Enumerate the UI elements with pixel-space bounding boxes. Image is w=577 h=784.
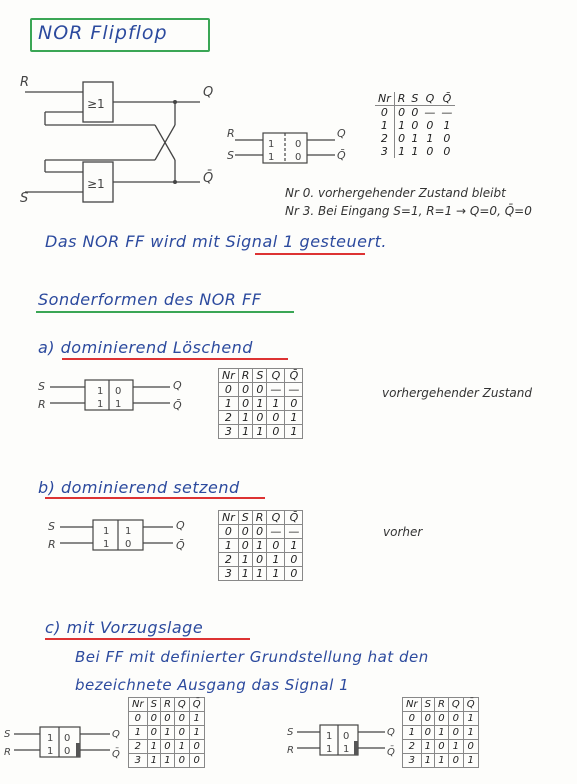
table-row: 1 1 0 0 1 <box>375 119 455 132</box>
gate1-label: ≥1 <box>87 97 105 111</box>
table-row: 2 1 0 0 1 <box>219 411 303 425</box>
table-row: 2 1 0 1 0 <box>403 740 479 754</box>
table-row: 3 1 1 0 1 <box>403 754 479 768</box>
section-c-label: c) mit Vorzugslage <box>45 618 204 637</box>
section-c-underline <box>45 638 250 640</box>
output-q-label: Q <box>203 85 214 100</box>
svg-text:R: R <box>38 398 46 411</box>
ff-symbol-a <box>35 375 205 415</box>
svg-text:Q: Q <box>387 727 395 738</box>
table-row: 0 0 0 — — <box>375 106 455 120</box>
svg-text:1: 1 <box>268 139 275 150</box>
svg-text:1: 1 <box>97 386 104 397</box>
table-header-row: Nr S R Q Q̄ <box>403 698 479 712</box>
table-row: 1 0 1 0 1 <box>403 726 479 740</box>
truth-table-c-right <box>402 697 479 768</box>
table-row: 0 0 0 0 1 <box>129 712 205 726</box>
table-row: 3 1 1 0 0 <box>375 145 455 158</box>
svg-text:1: 1 <box>326 744 333 755</box>
svg-text:1: 1 <box>103 526 110 537</box>
svg-text:1: 1 <box>268 152 275 163</box>
ff-symbol-c-right <box>285 720 403 760</box>
table-row: 0 0 0 0 1 <box>403 712 479 726</box>
statement-underline <box>255 253 365 255</box>
section-b-label: b) dominierend setzend <box>38 478 240 497</box>
sonderformen-heading: Sonderformen des NOR FF <box>38 290 262 309</box>
table-row: 2 1 0 1 0 <box>129 740 205 754</box>
section-a-note: vorhergehender Zustand <box>382 386 532 400</box>
section-c-text-line1: Bei FF mit definierter Grundstellung hat den <box>75 648 429 666</box>
note-nr3: Nr 3. Bei Eingang S=1, R=1 → Q=0, Q̄=0 <box>285 204 532 218</box>
svg-text:0: 0 <box>125 539 132 550</box>
table-row: 0 0 0 — — <box>219 525 303 539</box>
svg-text:S: S <box>4 729 11 740</box>
truth-table-main <box>375 92 455 158</box>
svg-text:Q: Q <box>112 729 120 740</box>
ff-symbol-c-left <box>2 722 127 762</box>
table-row: 3 1 1 0 1 <box>219 425 303 439</box>
table-row: 1 0 1 0 1 <box>129 726 205 740</box>
svg-text:0: 0 <box>343 731 350 742</box>
table-row: 3 1 1 0 0 <box>129 754 205 768</box>
output-qbar-label: Q̄ <box>203 171 214 186</box>
svg-text:1: 1 <box>97 399 104 410</box>
table-row: 1 0 1 1 0 <box>219 397 303 411</box>
svg-text:S: S <box>227 149 234 162</box>
svg-text:S: S <box>38 380 45 393</box>
svg-text:Q̄: Q̄ <box>176 539 185 552</box>
svg-text:Q̄: Q̄ <box>337 149 346 162</box>
truth-table-c-left <box>128 697 205 768</box>
table-header-row: Nr S R Q Q̄ <box>219 511 303 525</box>
input-r-label: R <box>20 75 30 90</box>
truth-table-b <box>218 510 303 581</box>
svg-text:1: 1 <box>47 733 54 744</box>
table-header-row: Nr S R Q Q̄ <box>129 698 205 712</box>
section-c-text-line2: bezeichnete Ausgang das Signal 1 <box>75 676 350 694</box>
note-nr0: Nr 0. vorhergehender Zustand bleibt <box>285 186 506 200</box>
svg-text:0: 0 <box>115 386 122 397</box>
table-row: 0 0 0 — — <box>219 383 303 397</box>
section-b-underline <box>45 497 265 499</box>
input-s-label: S <box>20 191 29 206</box>
table-header-row: Nr R S Q Q̄ <box>375 92 455 106</box>
table-header-row: Nr R S Q Q̄ <box>219 369 303 383</box>
gate2-label: ≥1 <box>87 177 105 191</box>
truth-table-a <box>218 368 303 439</box>
svg-text:R: R <box>227 127 235 140</box>
table-row: 2 0 1 1 0 <box>375 132 455 145</box>
svg-text:1: 1 <box>125 526 132 537</box>
svg-text:1: 1 <box>103 539 110 550</box>
svg-text:Q: Q <box>337 127 346 140</box>
table-row: 3 1 1 1 0 <box>219 567 303 581</box>
table-row: 2 1 0 1 0 <box>219 553 303 567</box>
table-row: 1 0 1 0 1 <box>219 539 303 553</box>
svg-text:Q̄: Q̄ <box>173 399 182 412</box>
svg-text:1: 1 <box>326 731 333 742</box>
ff-symbol-b <box>45 515 205 555</box>
svg-text:S: S <box>48 520 55 533</box>
svg-text:Q̄: Q̄ <box>112 749 120 760</box>
svg-text:R: R <box>48 538 56 551</box>
svg-text:Q: Q <box>176 519 185 532</box>
nor-flipflop-circuit <box>15 70 225 210</box>
ff-symbol-main <box>225 125 355 170</box>
svg-text:Q: Q <box>173 379 182 392</box>
page-title: NOR Flipflop <box>38 22 168 44</box>
svg-text:0: 0 <box>64 746 71 757</box>
svg-text:0: 0 <box>295 139 302 150</box>
section-b-note: vorher <box>383 525 423 539</box>
svg-text:1: 1 <box>115 399 122 410</box>
svg-text:S: S <box>287 727 294 738</box>
svg-text:1: 1 <box>47 746 54 757</box>
svg-text:0: 0 <box>64 733 71 744</box>
section-a-underline <box>62 358 288 360</box>
svg-text:0: 0 <box>295 152 302 163</box>
section-a-label: a) dominierend Löschend <box>38 338 253 357</box>
svg-text:R: R <box>287 745 294 756</box>
svg-text:1: 1 <box>343 744 350 755</box>
svg-text:R: R <box>4 747 11 758</box>
svg-text:Q̄: Q̄ <box>387 747 395 758</box>
statement: Das NOR FF wird mit Signal 1 gesteuert. <box>45 232 387 251</box>
sonderformen-underline <box>36 311 294 313</box>
